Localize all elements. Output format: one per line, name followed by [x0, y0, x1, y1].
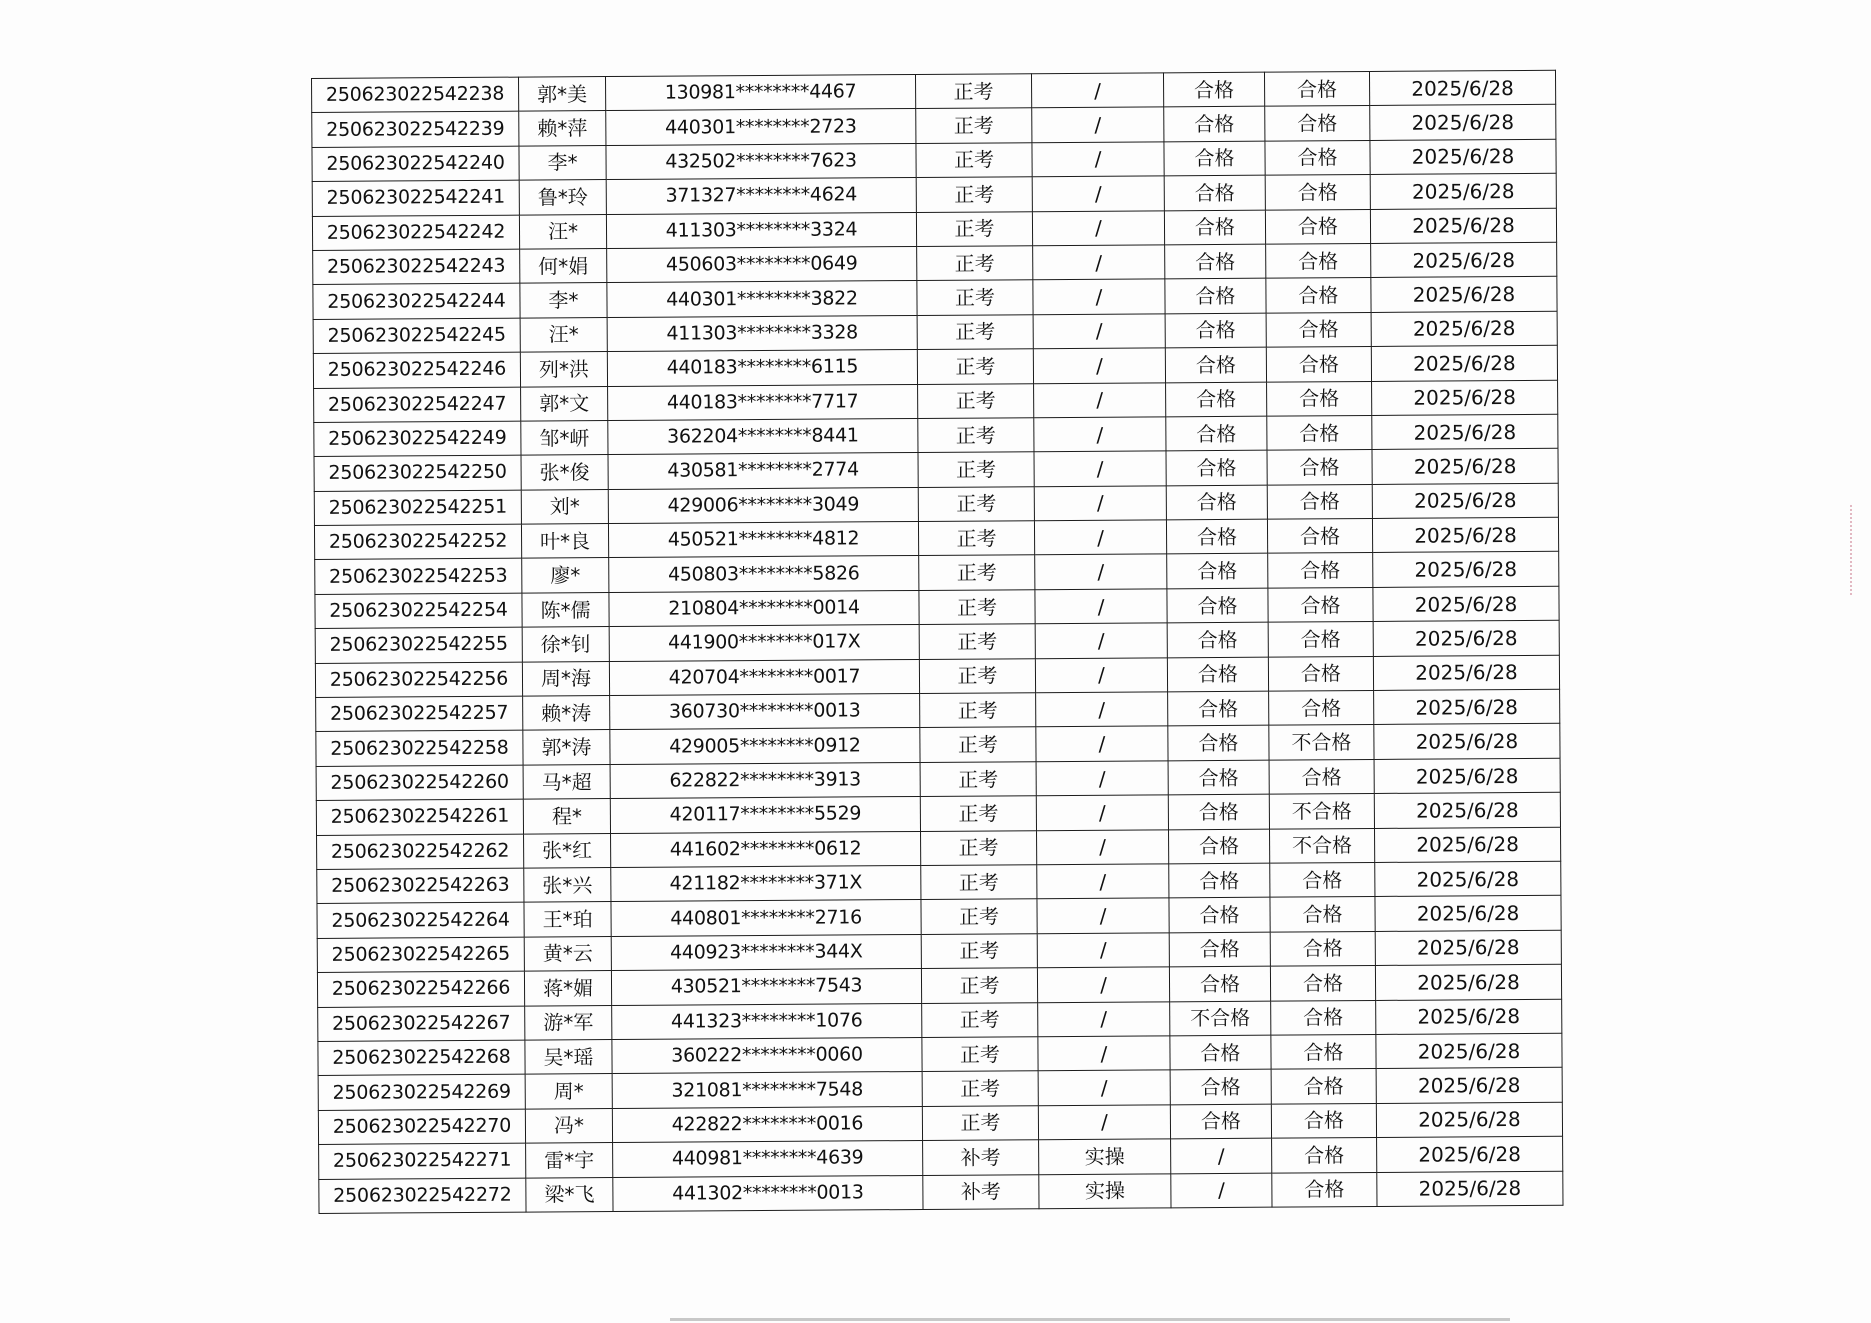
exam-date-cell: 2025/6/28 [1374, 792, 1560, 828]
registration-number-cell: 250623022542262 [317, 834, 524, 870]
practical-result-cell: 合格 [1266, 312, 1371, 347]
theory-result-cell: 合格 [1167, 622, 1268, 657]
id-card-cell: 420704********0017 [609, 659, 919, 695]
name-cell: 何*娟 [520, 248, 607, 283]
registration-number-cell: 250623022542243 [313, 249, 520, 285]
exam-date-cell: 2025/6/28 [1370, 139, 1556, 175]
retake-item-cell: / [1033, 314, 1165, 349]
name-cell: 梁*飞 [526, 1177, 613, 1212]
registration-number-cell: 250623022542267 [318, 1006, 525, 1042]
theory-result-cell: 合格 [1166, 519, 1267, 554]
practical-result-cell: 不合格 [1269, 725, 1374, 760]
exam-date-cell: 2025/6/28 [1373, 586, 1559, 622]
exam-type-cell: 正考 [922, 1105, 1038, 1140]
name-cell: 张*俊 [521, 455, 608, 490]
id-card-cell: 429006********3049 [608, 487, 918, 523]
id-card-cell: 321081********7548 [612, 1072, 922, 1108]
exam-date-cell: 2025/6/28 [1371, 311, 1557, 347]
practical-result-cell: 合格 [1266, 243, 1371, 278]
name-cell: 廖* [522, 558, 609, 593]
practical-result-cell: 合格 [1265, 140, 1370, 175]
practical-result-cell: 合格 [1270, 966, 1375, 1001]
name-cell: 雷*宇 [526, 1143, 613, 1178]
name-cell: 程* [523, 799, 610, 834]
retake-item-cell: / [1034, 520, 1166, 555]
name-cell: 冯* [525, 1108, 612, 1143]
practical-result-cell: 合格 [1269, 759, 1374, 794]
exam-type-cell: 正考 [919, 590, 1035, 625]
theory-result-cell: 合格 [1165, 279, 1266, 314]
theory-result-cell: 合格 [1169, 932, 1270, 967]
registration-number-cell: 250623022542238 [312, 77, 519, 113]
exam-date-cell: 2025/6/28 [1370, 105, 1556, 141]
exam-date-cell: 2025/6/28 [1370, 208, 1556, 244]
theory-result-cell: 合格 [1164, 141, 1265, 176]
id-card-cell: 210804********0014 [609, 590, 919, 626]
practical-result-cell: 合格 [1269, 690, 1374, 725]
theory-result-cell: 合格 [1165, 347, 1266, 382]
theory-result-cell: 合格 [1169, 863, 1270, 898]
id-card-cell: 441900********017X [609, 625, 919, 661]
registration-number-cell: 250623022542240 [312, 146, 519, 182]
exam-date-cell: 2025/6/28 [1370, 173, 1556, 209]
exam-date-cell: 2025/6/28 [1372, 380, 1558, 416]
exam-date-cell: 2025/6/28 [1371, 242, 1557, 278]
exam-type-cell: 正考 [922, 1071, 1038, 1106]
registration-number-cell: 250623022542256 [315, 662, 522, 698]
name-cell: 王*珀 [524, 902, 611, 937]
id-card-cell: 441323********1076 [612, 1003, 922, 1039]
exam-type-cell: 正考 [920, 762, 1036, 797]
table-row [319, 1171, 1563, 1214]
id-card-cell: 422822********0016 [612, 1106, 922, 1142]
registration-number-cell: 250623022542258 [316, 731, 523, 767]
exam-date-cell: 2025/6/28 [1376, 1102, 1562, 1138]
name-cell: 郭*美 [518, 77, 605, 112]
practical-result-cell: 合格 [1266, 278, 1371, 313]
practical-result-cell: 合格 [1267, 519, 1372, 554]
exam-date-cell: 2025/6/28 [1374, 724, 1560, 760]
retake-item-cell: / [1037, 898, 1169, 933]
retake-item-cell: / [1036, 726, 1168, 761]
retake-item-cell: / [1036, 692, 1168, 727]
id-card-cell: 371327********4624 [606, 178, 916, 214]
exam-type-cell: 正考 [921, 968, 1037, 1003]
theory-result-cell: 合格 [1167, 554, 1268, 589]
id-card-cell: 421182********371X [611, 865, 921, 901]
theory-result-cell: 合格 [1170, 1104, 1271, 1139]
exam-type-cell: 正考 [919, 624, 1035, 659]
registration-number-cell: 250623022542269 [318, 1074, 525, 1110]
retake-item-cell: / [1034, 382, 1166, 417]
practical-result-cell: 合格 [1271, 1000, 1376, 1035]
registration-number-cell: 250623022542252 [314, 524, 521, 560]
exam-type-cell: 正考 [916, 211, 1032, 246]
registration-number-cell: 250623022542245 [313, 318, 520, 354]
exam-date-cell: 2025/6/28 [1369, 70, 1555, 106]
exam-type-cell: 正考 [918, 383, 1034, 418]
practical-result-cell: 合格 [1265, 106, 1370, 141]
id-card-cell: 440183********7717 [608, 384, 918, 420]
practical-result-cell: 合格 [1272, 1138, 1377, 1173]
name-cell: 张*红 [524, 833, 611, 868]
name-cell: 郭*涛 [523, 730, 610, 765]
exam-type-cell: 正考 [918, 521, 1034, 556]
theory-result-cell: 合格 [1168, 760, 1269, 795]
id-card-cell: 360730********0013 [610, 694, 920, 730]
theory-result-cell: 合格 [1166, 450, 1267, 485]
name-cell: 鲁*玲 [519, 180, 606, 215]
retake-item-cell: / [1038, 1105, 1170, 1140]
name-cell: 张*兴 [524, 868, 611, 903]
retake-item-cell: / [1032, 142, 1164, 177]
theory-result-cell: 合格 [1166, 416, 1267, 451]
exam-type-cell: 正考 [918, 452, 1034, 487]
practical-result-cell: 合格 [1266, 347, 1371, 382]
retake-item-cell: / [1038, 1001, 1170, 1036]
registration-number-cell: 250623022542249 [314, 421, 521, 457]
exam-type-cell: 正考 [921, 933, 1037, 968]
registration-number-cell: 250623022542241 [312, 180, 519, 216]
registration-number-cell: 250623022542255 [315, 627, 522, 663]
exam-type-cell: 正考 [920, 796, 1036, 831]
practical-result-cell: 合格 [1265, 175, 1370, 210]
theory-result-cell: 合格 [1168, 691, 1269, 726]
retake-item-cell: / [1033, 279, 1165, 314]
retake-item-cell: / [1037, 967, 1169, 1002]
theory-result-cell: 合格 [1168, 794, 1269, 829]
retake-item-cell: / [1033, 245, 1165, 280]
exam-date-cell: 2025/6/28 [1373, 655, 1559, 691]
name-cell: 叶*良 [521, 524, 608, 559]
exam-type-cell: 正考 [918, 418, 1034, 453]
registration-number-cell: 250623022542253 [315, 559, 522, 595]
practical-result-cell: 合格 [1268, 587, 1373, 622]
practical-result-cell: 合格 [1268, 553, 1373, 588]
registration-number-cell: 250623022542260 [316, 765, 523, 801]
retake-item-cell: / [1037, 829, 1169, 864]
exam-type-cell: 补考 [923, 1140, 1039, 1175]
exam-date-cell: 2025/6/28 [1375, 896, 1561, 932]
exam-type-cell: 正考 [916, 143, 1032, 178]
exam-date-cell: 2025/6/28 [1374, 827, 1560, 863]
exam-type-cell: 正考 [918, 486, 1034, 521]
exam-date-cell: 2025/6/28 [1376, 999, 1562, 1035]
exam-date-cell: 2025/6/28 [1372, 414, 1558, 450]
exam-results-table [311, 70, 1564, 1214]
practical-result-cell: 合格 [1264, 71, 1369, 106]
exam-date-cell: 2025/6/28 [1375, 964, 1561, 1000]
seal-edge-mark [1850, 505, 1856, 595]
exam-type-cell: 正考 [921, 899, 1037, 934]
practical-result-cell: 合格 [1272, 1172, 1377, 1207]
practical-result-cell: 不合格 [1269, 794, 1374, 829]
exam-date-cell: 2025/6/28 [1377, 1136, 1563, 1172]
id-card-cell: 440301********3822 [607, 281, 917, 317]
retake-item-cell: / [1032, 176, 1164, 211]
exam-type-cell: 正考 [920, 693, 1036, 728]
retake-item-cell: / [1038, 1070, 1170, 1105]
exam-date-cell: 2025/6/28 [1376, 1068, 1562, 1104]
id-card-cell: 420117********5529 [610, 797, 920, 833]
theory-result-cell: 合格 [1165, 244, 1266, 279]
registration-number-cell: 250623022542246 [313, 352, 520, 388]
retake-item-cell: / [1035, 623, 1167, 658]
exam-type-cell: 正考 [917, 280, 1033, 315]
exam-type-cell: 正考 [916, 108, 1032, 143]
name-cell: 李* [519, 145, 606, 180]
id-card-cell: 440183********6115 [607, 350, 917, 386]
exam-date-cell: 2025/6/28 [1375, 861, 1561, 897]
theory-result-cell: 合格 [1166, 485, 1267, 520]
id-card-cell: 362204********8441 [608, 418, 918, 454]
registration-number-cell: 250623022542257 [316, 696, 523, 732]
id-card-cell: 411303********3328 [607, 315, 917, 351]
retake-item-cell: / [1034, 451, 1166, 486]
name-cell: 赖*涛 [523, 696, 610, 731]
exam-type-cell: 正考 [922, 1037, 1038, 1072]
id-card-cell: 429005********0912 [610, 728, 920, 764]
retake-item-cell: / [1037, 864, 1169, 899]
registration-number-cell: 250623022542247 [314, 387, 521, 423]
id-card-cell: 450521********4812 [608, 522, 918, 558]
exam-date-cell: 2025/6/28 [1375, 930, 1561, 966]
theory-result-cell: 合格 [1164, 175, 1265, 210]
name-cell: 汪* [519, 214, 606, 249]
exam-type-cell: 正考 [921, 865, 1037, 900]
theory-result-cell: 不合格 [1170, 1001, 1271, 1036]
practical-result-cell: 合格 [1265, 209, 1370, 244]
id-card-cell: 360222********0060 [612, 1037, 922, 1073]
theory-result-cell: 合格 [1169, 966, 1270, 1001]
name-cell: 汪* [520, 317, 607, 352]
theory-result-cell: 合格 [1169, 898, 1270, 933]
practical-result-cell: 合格 [1268, 622, 1373, 657]
id-card-cell: 441302********0013 [613, 1175, 923, 1211]
retake-item-cell: / [1035, 589, 1167, 624]
name-cell: 黄*云 [524, 936, 611, 971]
retake-item-cell: / [1035, 554, 1167, 589]
name-cell: 吴*瑶 [525, 1039, 612, 1074]
id-card-cell: 411303********3324 [606, 212, 916, 248]
name-cell: 蒋*媚 [524, 971, 611, 1006]
retake-item-cell: / [1038, 1036, 1170, 1071]
retake-item-cell: / [1034, 486, 1166, 521]
practical-result-cell: 合格 [1267, 450, 1372, 485]
practical-result-cell: 合格 [1270, 897, 1375, 932]
name-cell: 李* [520, 283, 607, 318]
name-cell: 刘* [521, 489, 608, 524]
theory-result-cell: 合格 [1170, 1035, 1271, 1070]
exam-date-cell: 2025/6/28 [1372, 483, 1558, 519]
exam-date-cell: 2025/6/28 [1377, 1171, 1563, 1207]
retake-item-cell: / [1035, 657, 1167, 692]
theory-result-cell: 合格 [1165, 313, 1266, 348]
name-cell: 游*军 [525, 1005, 612, 1040]
table-body [312, 70, 1563, 1213]
practical-result-cell: 不合格 [1270, 828, 1375, 863]
registration-number-cell: 250623022542265 [317, 937, 524, 973]
theory-result-cell: 合格 [1164, 210, 1265, 245]
practical-result-cell: 合格 [1270, 931, 1375, 966]
practical-result-cell: 合格 [1270, 862, 1375, 897]
theory-result-cell: 合格 [1169, 829, 1270, 864]
exam-date-cell: 2025/6/28 [1376, 1033, 1562, 1069]
theory-result-cell: / [1171, 1173, 1272, 1208]
retake-item-cell: / [1037, 933, 1169, 968]
practical-result-cell: 合格 [1271, 1103, 1376, 1138]
exam-type-cell: 补考 [923, 1174, 1039, 1209]
exam-type-cell: 正考 [915, 74, 1031, 109]
theory-result-cell: 合格 [1170, 1069, 1271, 1104]
id-card-cell: 622822********3913 [610, 762, 920, 798]
id-card-cell: 430521********7543 [611, 969, 921, 1005]
exam-date-cell: 2025/6/28 [1372, 517, 1558, 553]
page-bottom-edge [670, 1318, 1510, 1321]
registration-number-cell: 250623022542268 [318, 1040, 525, 1076]
practical-result-cell: 合格 [1267, 484, 1372, 519]
practical-result-cell: 合格 [1268, 656, 1373, 691]
theory-result-cell: 合格 [1163, 72, 1264, 107]
exam-type-cell: 正考 [919, 555, 1035, 590]
theory-result-cell: 合格 [1167, 657, 1268, 692]
name-cell: 马*超 [523, 764, 610, 799]
name-cell: 周* [525, 1074, 612, 1109]
retake-item-cell: 实操 [1039, 1173, 1171, 1208]
id-card-cell: 130981********4467 [605, 74, 915, 110]
id-card-cell: 440981********4639 [613, 1141, 923, 1177]
name-cell: 列*洪 [520, 352, 607, 387]
retake-item-cell: / [1034, 417, 1166, 452]
name-cell: 郭*文 [521, 386, 608, 421]
practical-result-cell: 合格 [1271, 1069, 1376, 1104]
registration-number-cell: 250623022542250 [314, 455, 521, 491]
registration-number-cell: 250623022542272 [319, 1178, 526, 1214]
id-card-cell: 430581********2774 [608, 453, 918, 489]
name-cell: 邹*岍 [521, 420, 608, 455]
name-cell: 陈*儒 [522, 592, 609, 627]
practical-result-cell: 合格 [1267, 415, 1372, 450]
registration-number-cell: 250623022542251 [314, 490, 521, 526]
theory-result-cell: 合格 [1164, 107, 1265, 142]
id-card-cell: 440801********2716 [611, 900, 921, 936]
theory-result-cell: 合格 [1168, 726, 1269, 761]
registration-number-cell: 250623022542239 [312, 112, 519, 148]
name-cell: 徐*钊 [522, 627, 609, 662]
registration-number-cell: 250623022542244 [313, 283, 520, 319]
exam-type-cell: 正考 [917, 314, 1033, 349]
theory-result-cell: / [1171, 1138, 1272, 1173]
retake-item-cell: / [1032, 210, 1164, 245]
theory-result-cell: 合格 [1166, 382, 1267, 417]
registration-number-cell: 250623022542264 [317, 902, 524, 938]
id-card-cell: 450603********0649 [607, 246, 917, 282]
practical-result-cell: 合格 [1267, 381, 1372, 416]
retake-item-cell: 实操 [1039, 1139, 1171, 1174]
exam-type-cell: 正考 [917, 349, 1033, 384]
exam-date-cell: 2025/6/28 [1373, 620, 1559, 656]
exam-date-cell: 2025/6/28 [1371, 345, 1557, 381]
practical-result-cell: 合格 [1271, 1034, 1376, 1069]
registration-number-cell: 250623022542271 [319, 1143, 526, 1179]
exam-date-cell: 2025/6/28 [1371, 277, 1557, 313]
exam-date-cell: 2025/6/28 [1374, 758, 1560, 794]
retake-item-cell: / [1032, 107, 1164, 142]
theory-result-cell: 合格 [1167, 588, 1268, 623]
retake-item-cell: / [1036, 795, 1168, 830]
retake-item-cell: / [1033, 348, 1165, 383]
name-cell: 周*海 [522, 661, 609, 696]
exam-date-cell: 2025/6/28 [1372, 449, 1558, 485]
name-cell: 赖*萍 [519, 111, 606, 146]
id-card-cell: 432502********7623 [606, 143, 916, 179]
registration-number-cell: 250623022542254 [315, 593, 522, 629]
id-card-cell: 440923********344X [611, 934, 921, 970]
exam-type-cell: 正考 [920, 727, 1036, 762]
exam-type-cell: 正考 [921, 830, 1037, 865]
exam-type-cell: 正考 [916, 177, 1032, 212]
registration-number-cell: 250623022542242 [312, 215, 519, 251]
registration-number-cell: 250623022542261 [316, 799, 523, 835]
exam-type-cell: 正考 [919, 658, 1035, 693]
retake-item-cell: / [1036, 761, 1168, 796]
exam-date-cell: 2025/6/28 [1374, 689, 1560, 725]
retake-item-cell: / [1031, 73, 1163, 108]
registration-number-cell: 250623022542263 [317, 868, 524, 904]
exam-type-cell: 正考 [917, 246, 1033, 281]
id-card-cell: 450803********5826 [609, 556, 919, 592]
id-card-cell: 441602********0612 [611, 831, 921, 867]
id-card-cell: 440301********2723 [606, 109, 916, 145]
exam-date-cell: 2025/6/28 [1373, 552, 1559, 588]
registration-number-cell: 250623022542266 [317, 971, 524, 1007]
exam-type-cell: 正考 [922, 1002, 1038, 1037]
registration-number-cell: 250623022542270 [318, 1109, 525, 1145]
